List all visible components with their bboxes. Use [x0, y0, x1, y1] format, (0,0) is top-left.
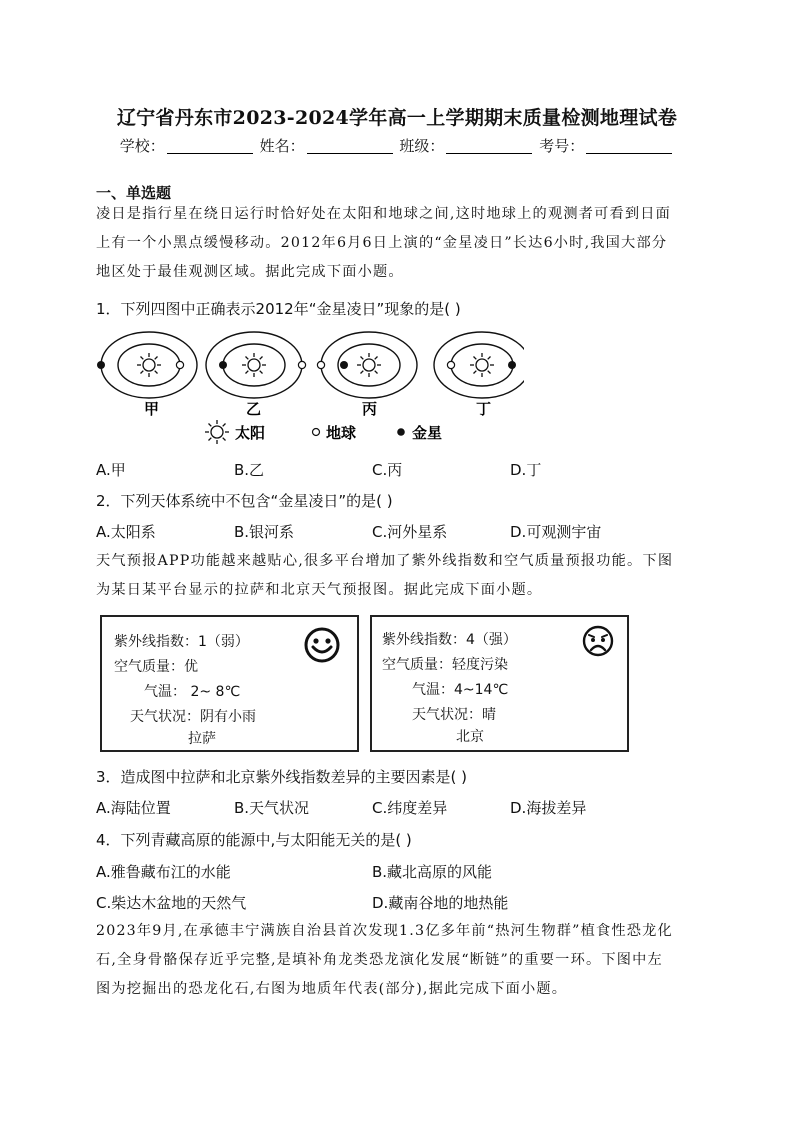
legend-venus-label: 金星 [412, 424, 443, 442]
q1-option-a[interactable]: A.甲 [96, 461, 126, 479]
id-blank [586, 139, 672, 154]
venus-dot [97, 361, 105, 369]
air-quality: 空气质量：轻度污染 [382, 657, 508, 673]
passage-2 [96, 547, 702, 605]
passage-line: 2023年9月,在承德丰宁满族自治县首次发现1.3亿多年前“热河生物群”植食性恐龙化 [96, 923, 673, 939]
q2-option-a[interactable]: A.太阳系 [96, 523, 156, 541]
q2-option-c[interactable]: C.河外星系 [372, 523, 448, 541]
earth-dot [298, 361, 305, 368]
venus-dot [397, 428, 405, 436]
passage-line: 上有一个小黑点缓慢移动。2012年6月6日上演的“金星凌日”长达6小时,我国大部分 [96, 235, 668, 251]
passage-line: 天气预报APP功能越来越贴心,很多平台增加了紫外线指数和空气质量预报功能。下图 [96, 553, 674, 569]
question-2-stem: 2．下列天体系统中不包含“金星凌日”的是( ) [96, 492, 393, 510]
school-blank [167, 139, 253, 154]
q2-option-b[interactable]: B.银河系 [234, 523, 295, 541]
orbit-diagram [94, 330, 524, 446]
sun-icon [205, 420, 229, 444]
orbit-figure-bing [317, 332, 417, 418]
question-4-stem: 4．下列青藏高原的能源中,与太阳能无关的是( ) [96, 831, 412, 849]
sun-icon [242, 353, 266, 377]
q4-option-c[interactable]: C.柴达木盆地的天然气 [96, 894, 247, 912]
uv-index: 紫外线指数：4（强） [382, 632, 517, 648]
air-quality: 空气质量：优 [114, 659, 198, 675]
class-blank [446, 139, 532, 154]
q2-option-d[interactable]: D.可观测宇宙 [510, 523, 602, 541]
weather-condition: 天气状况：阴有小雨 [130, 709, 256, 725]
sun-icon [137, 353, 161, 377]
passage-line: 地区处于最佳观测区域。据此完成下面小题。 [96, 264, 404, 280]
passage-line: 石,全身骨骼保存近乎完整,是填补角龙类恐龙演化发展“断链”的重要一环。下图中左 [96, 952, 663, 968]
q1-option-b[interactable]: B.乙 [234, 461, 265, 479]
student-info-line [0, 135, 794, 156]
page-title: 辽宁省丹东市2023-2024学年高一上学期期末质量检测地理试卷 [116, 107, 678, 129]
venus-dot [219, 361, 227, 369]
earth-dot [176, 361, 183, 368]
venus-dot [340, 361, 348, 369]
earth-dot [447, 361, 454, 368]
q4-option-d[interactable]: D.藏南谷地的地热能 [372, 894, 509, 912]
venus-dot [508, 361, 516, 369]
q3-option-d[interactable]: D.海拔差异 [510, 799, 587, 817]
orbit-figure-ding [434, 332, 524, 418]
passage-line: 图为挖掘出的恐龙化石,右图为地质年代表(部分),据此完成下面小题。 [96, 981, 568, 997]
smiley-face-icon [302, 625, 342, 665]
orbit-figure-yi [206, 332, 306, 418]
sun-icon [470, 353, 494, 377]
school-label: 学校： [119, 137, 165, 155]
q3-option-b[interactable]: B.天气状况 [234, 799, 310, 817]
question-1-stem: 1．下列四图中正确表示2012年“金星凌日”现象的是( ) [96, 300, 461, 318]
temperature: 气温： 2~ 8℃ [144, 684, 241, 700]
id-label: 考号： [539, 137, 585, 155]
legend-sun-label: 太阳 [235, 424, 266, 442]
orbit-figure-jia [97, 332, 197, 418]
q3-option-c[interactable]: C.纬度差异 [372, 799, 448, 817]
q1-option-d[interactable]: D.丁 [510, 461, 542, 479]
legend-earth-label: 地球 [326, 424, 357, 442]
q3-option-a[interactable]: A.海陆位置 [96, 799, 171, 817]
q1-option-c[interactable]: C.丙 [372, 461, 403, 479]
weather-card-beijing [370, 615, 629, 752]
question-3-stem: 3．造成图中拉萨和北京紫外线指数差异的主要因素是( ) [96, 768, 468, 786]
passage-line: 为某日某平台显示的拉萨和北京天气预报图。据此完成下面小题。 [96, 582, 543, 598]
passage-1 [96, 200, 702, 287]
weather-card-lhasa [100, 615, 359, 752]
diagram-label-ding: 丁 [476, 400, 492, 418]
q4-option-a[interactable]: A.雅鲁藏布江的水能 [96, 863, 231, 881]
weather-condition: 天气状况：晴 [412, 707, 496, 723]
diagram-legend [205, 420, 442, 444]
q4-option-b[interactable]: B.藏北高原的风能 [372, 863, 493, 881]
earth-dot [313, 429, 320, 436]
city-name: 拉萨 [188, 731, 216, 747]
name-blank [307, 139, 393, 154]
name-label: 姓名： [259, 137, 305, 155]
passage-3 [96, 917, 702, 1004]
temperature: 气温：4~14℃ [412, 682, 509, 698]
diagram-label-bing: 丙 [362, 400, 378, 418]
section-title: 一、单选题 [96, 184, 172, 202]
frowning-face-icon [580, 623, 616, 659]
earth-dot [317, 361, 324, 368]
passage-line: 凌日是指行星在绕日运行时恰好处在太阳和地球之间,这时地球上的观测者可看到日面 [96, 206, 672, 222]
diagram-label-jia: 甲 [144, 400, 160, 418]
diagram-label-yi: 乙 [246, 400, 262, 418]
city-name: 北京 [456, 729, 484, 745]
sun-icon [357, 353, 381, 377]
uv-index: 紫外线指数：1（弱） [114, 634, 249, 650]
class-label: 班级： [399, 137, 445, 155]
